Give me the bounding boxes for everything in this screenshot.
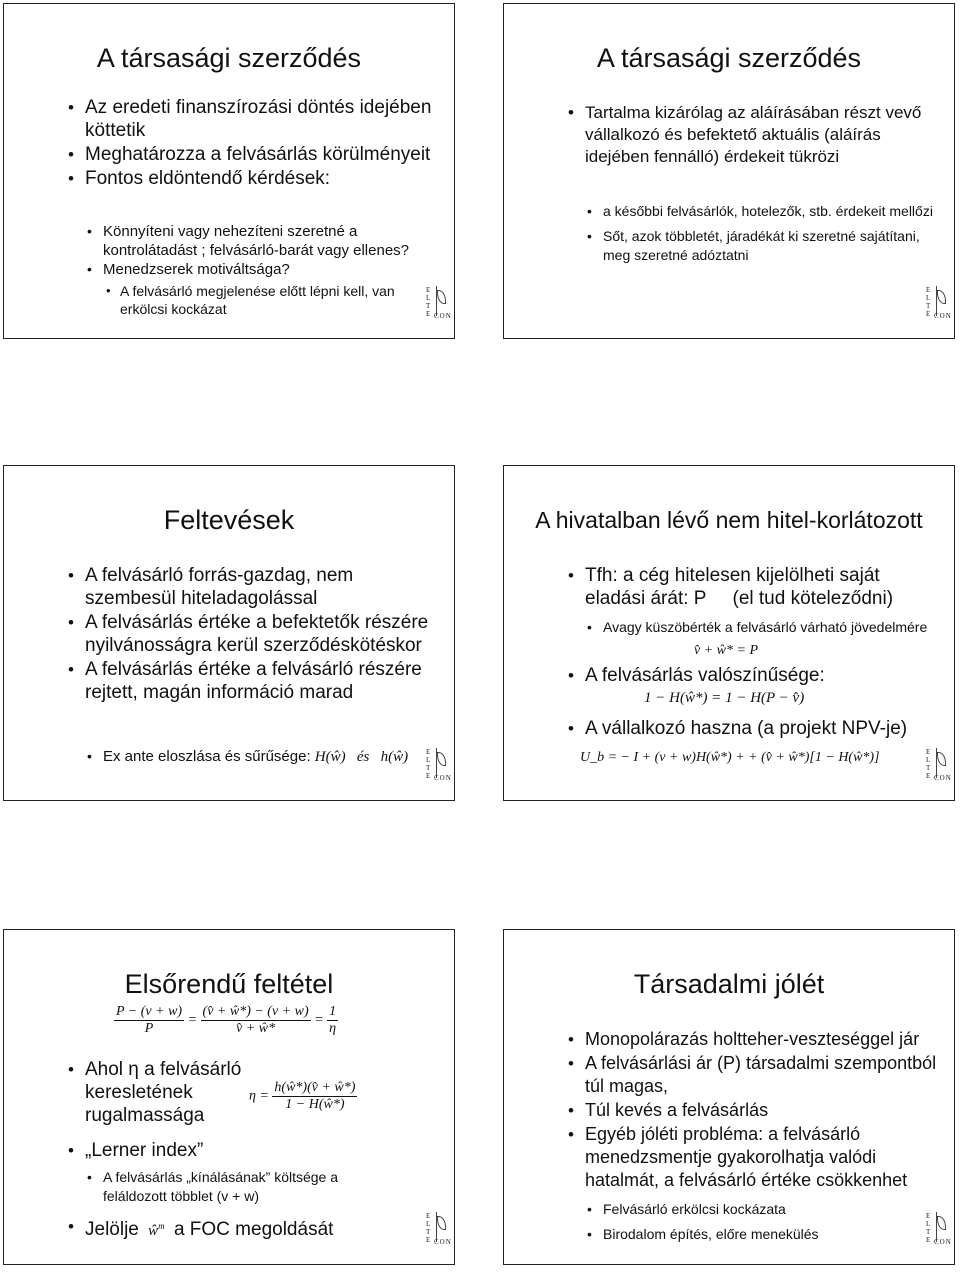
list-item-label: Fontos eldöntendő kérdések:	[85, 168, 331, 189]
slide-1	[3, 3, 455, 339]
list-item: • Menedzserek motiváltsága?	[84, 260, 425, 279]
list-item: • A felvásárlás értéke a felvásárló részére rejtett, magán információ marad	[65, 658, 445, 704]
bullet-list	[65, 1139, 445, 1163]
bullet-list	[65, 1215, 445, 1244]
sub-list	[65, 747, 445, 767]
list-item: • Tfh: a cég hitelesen kijelölheti saját eladási árát: P (el tud köteleződni)	[565, 564, 945, 610]
bullet-list	[565, 717, 945, 741]
list-item: • A felvásárlás értéke a befektetők részére nyilvánosságra kerül szerződéskötéskor	[65, 611, 445, 657]
foc-formula: $\frac{P - (v + w)}{P}$ = $\frac{(v̂ + ŵ*) - (v + w)}{v̂ + ŵ*}$ = $\frac{1}{\eta}$	[116, 1004, 337, 1036]
slide-title: A társasági szerződés	[96, 43, 362, 73]
slide-title: Elsőrendű feltétel	[124, 969, 334, 999]
list-item: • Túl kevés a felvásárlás	[565, 1099, 945, 1122]
list-item	[65, 167, 435, 190]
sub-list	[565, 202, 935, 265]
list-item: • Monopolárazás holtteher-veszteséggel jár	[565, 1028, 945, 1051]
probability-formula: 1 − H(ŵ*) = 1 − H(P − v̂)	[644, 690, 805, 706]
list-item: • A felvásárlás valószínűsége:	[565, 664, 945, 687]
list-item: • Ex ante eloszlása és sűrűsége: H(ŵ) és h(ŵ)	[84, 747, 445, 767]
list-item: • Avagy küszöbérték a felvásárló várható jövedelmére	[584, 618, 945, 637]
slide-6	[503, 929, 955, 1265]
bullet-list	[565, 564, 945, 611]
slide-title: Társadalmi jólét	[633, 969, 825, 999]
slide-3	[3, 465, 455, 801]
sub-list	[65, 1168, 405, 1206]
list-item: • A felvásárlási ár (P) társadalmi szempontból túl magas,	[565, 1052, 945, 1098]
bullet-list	[565, 1028, 945, 1193]
elte-econ-logo: E L T E CON	[426, 748, 452, 782]
elte-econ-logo: E L T E CON	[926, 748, 952, 782]
list-item: • Tartalma kizárólag az aláírásában részt vevő vállalkozó és befektető aktuális (aláírás idejében fennálló) érdekeit tükrözi	[565, 102, 935, 168]
slide-4	[503, 465, 955, 801]
elte-econ-logo: E L T E CON	[926, 286, 952, 320]
bullet-list	[65, 96, 435, 191]
elte-econ-logo: E L T E CON	[426, 286, 452, 320]
bullet-list	[565, 102, 935, 169]
list-item: • Könnyíteni vagy nehezíteni szeretné a kontrolátadást ; felvásárló-barát vagy ellenes?	[84, 222, 425, 260]
list-item: • a későbbi felvásárlók, hotelezők, stb. érdekeit mellőzi	[584, 202, 935, 221]
list-item: • Birodalom építés, előre menekülés	[584, 1225, 945, 1244]
wm-symbol: $ŵ^m$	[148, 1221, 165, 1239]
bullet-list	[565, 664, 945, 688]
sub-list	[565, 1200, 945, 1244]
slide-2	[503, 3, 955, 339]
elte-econ-logo: E L T E CON	[426, 1212, 452, 1246]
slide-title: A társasági szerződés	[596, 43, 862, 73]
list-item: • A felvásárlás „kínálásának” költsége a feláldozott többlet (v + w)	[84, 1168, 405, 1206]
list-item: • Meghatározza a felvásárlás körülményeit	[65, 143, 435, 166]
list-item: • Az eredeti finanszírozási döntés idejében köttetik	[65, 96, 435, 142]
list-item: • A felvásárló forrás-gazdag, nem szembesül hiteladagolással	[65, 564, 445, 610]
sub-list	[65, 222, 425, 279]
list-item: • A vállalkozó haszna (a projekt NPV-je)	[565, 717, 945, 740]
slide-title: A hivatalban lévő nem hitel-korlátozott	[535, 507, 923, 533]
sub-list	[565, 618, 945, 637]
list-item: • A felvásárló megjelenése előtt lépni kell, van erkölcsi kockázat	[103, 282, 425, 318]
bullet-list	[65, 564, 445, 705]
utility-formula: U_b = − I + (v + w)H(ŵ*) + + (v̂ + ŵ*)[1 − H(ŵ*)]	[580, 750, 880, 765]
elte-econ-logo: E L T E CON	[926, 1212, 952, 1246]
threshold-formula: v̂ + ŵ* = P	[694, 643, 758, 658]
list-item: • Jelölje $ŵ^m$ a FOC megoldását	[65, 1215, 445, 1243]
list-item: • Sőt, azok többletét, járadékát ki szeretné sajátítani, meg szeretné adóztatni	[584, 227, 935, 265]
list-item: • Egyéb jóléti probléma: a felvásárló menedzsmentje gyakorolhatja valódi hatalmát, a felvásárló értéke csökkenhet	[565, 1123, 945, 1192]
sub-sub-list	[65, 282, 425, 318]
list-item: • Ahol η a felvásárló keresletének rugalmassága	[65, 1058, 285, 1127]
list-item: • Felvásárló erkölcsi kockázata	[584, 1200, 945, 1219]
slide-5	[3, 929, 455, 1265]
density-formula: H(ŵ) és h(ŵ)	[314, 749, 409, 765]
slide-title: Feltevések	[163, 505, 295, 535]
elasticity-formula: η = $\frac{h(ŵ*)(v̂ + ŵ*)}{1 - H(ŵ*)}$	[249, 1080, 356, 1112]
list-item: • „Lerner index”	[65, 1139, 445, 1162]
